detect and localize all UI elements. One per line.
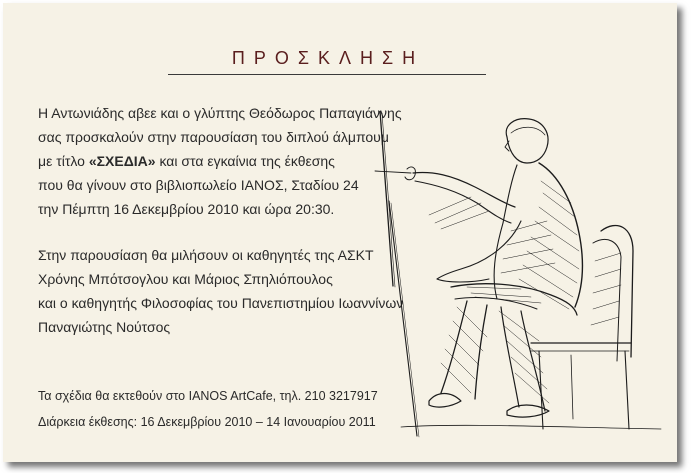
line3-suffix: και στα εγκαίνια της έκθεσης (155, 153, 335, 169)
paragraph1-line3 (38, 153, 335, 169)
paragraph2-line1: Στην παρουσίαση θα μιλήσουν οι καθηγητές της ΑΣΚΤ (38, 247, 374, 263)
artist-sketch-illustration (371, 111, 671, 441)
paragraph1-line2: σας προσκαλούν στην παρουσίαση του διπλού άλμπουμ (38, 129, 389, 145)
paragraph2-line4: Παναγιώτης Νούτσος (38, 319, 171, 335)
paragraph1-line4: που θα γίνουν στο βιβλιοπωλείο ΙΑΝΟΣ, Σταδίου 24 (38, 177, 359, 193)
footer-duration: Διάρκεια έκθεσης: 16 Δεκεμβρίου 2010 – 14 Ιανουαρίου 2011 (38, 415, 376, 429)
title-underline (168, 74, 486, 75)
album-title: «ΣΧΕΔΙΑ» (88, 153, 156, 169)
line3-prefix: με τίτλο (38, 153, 89, 169)
paragraph2-line2: Χρόνης Μπότσογλου και Μάριος Σπηλιόπουλος (38, 271, 333, 287)
footer-venue: Τα σχέδια θα εκτεθούν στο IANOS ArtCafe, τηλ. 210 3217917 (38, 389, 378, 403)
paragraph1-line1: Η Αντωνιάδης αβεε και ο γλύπτης Θεόδωρος Παπαγιάννης (38, 105, 402, 121)
page-title: ΠΡΟΣΚΛΗΣΗ (231, 48, 425, 68)
paragraph1-line5: την Πέμπτη 16 Δεκεμβρίου 2010 και ώρα 20:30. (38, 201, 335, 217)
invitation-card (3, 3, 677, 462)
paragraph2-line3: και ο καθηγητής Φιλοσοφίας του Πανεπιστημίου Ιωαννίνων (38, 295, 404, 311)
